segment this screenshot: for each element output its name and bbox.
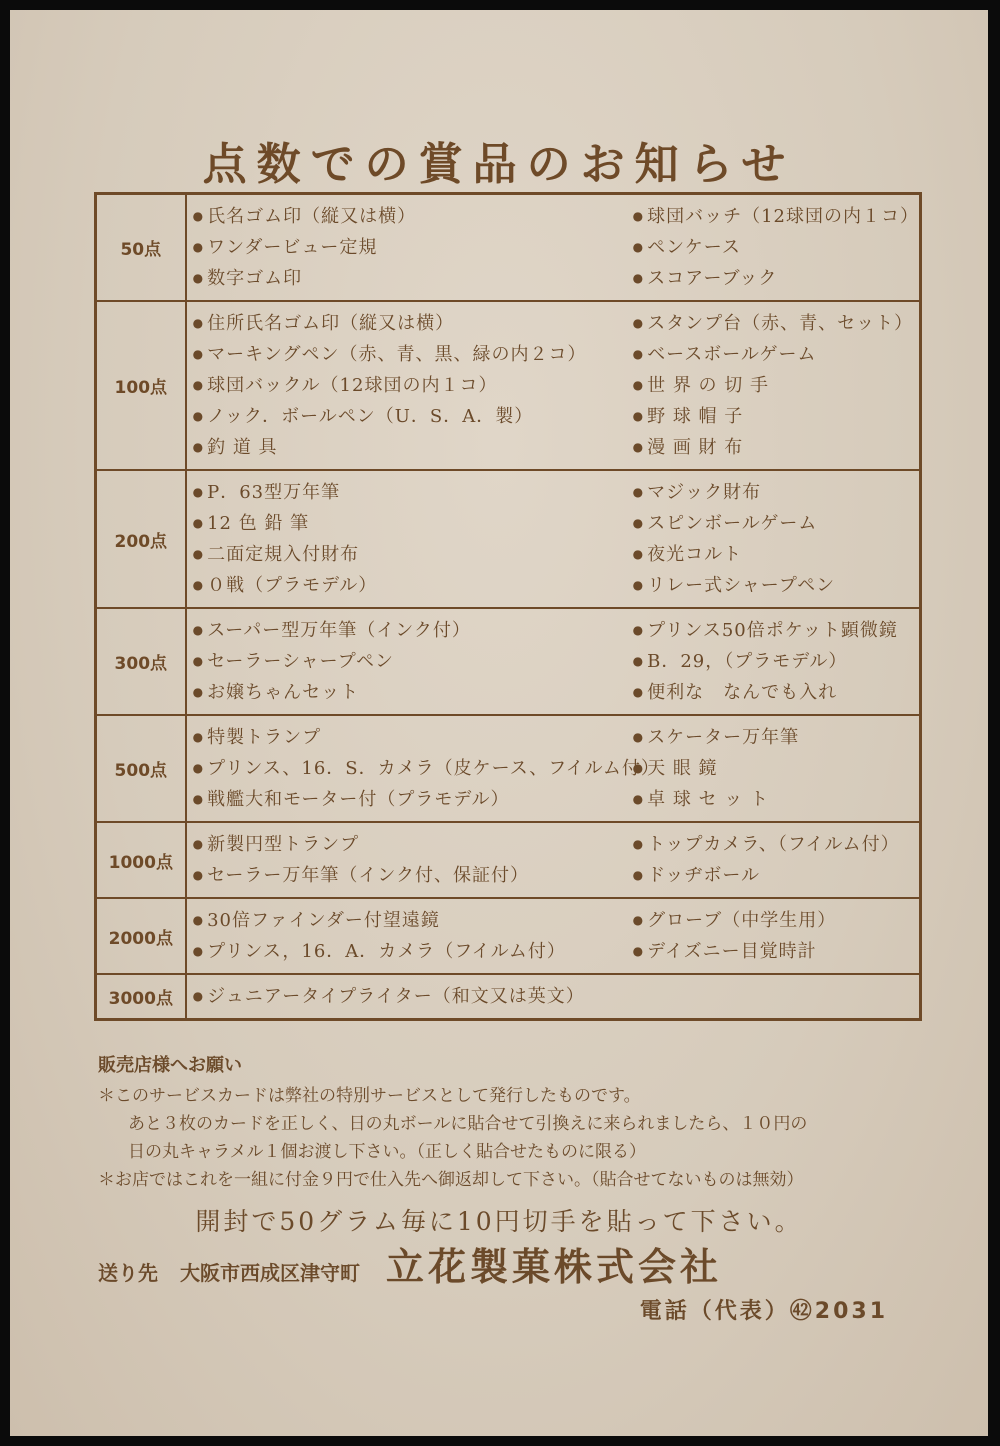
items-column-right <box>633 477 919 601</box>
notice-line: あと３枚のカードを正しく、日の丸ボールに貼合せて引換えに来られましたら、１０円の <box>128 1114 808 1134</box>
tier-points: 300点 <box>96 608 186 715</box>
prize-item: ● 二面定規入付財布 <box>193 539 633 570</box>
prize-table <box>94 192 922 1021</box>
items-column-right <box>633 722 919 815</box>
retailer-notice <box>98 1052 928 1194</box>
prize-tier-row <box>96 608 921 715</box>
prize-item: ● 氏名ゴム印（縦又は横） <box>193 201 633 232</box>
notice-heading: 販売店様へお願い <box>98 1055 242 1076</box>
prize-item: ● デイズニー目覚時計 <box>633 936 919 967</box>
tier-items <box>186 715 921 822</box>
items-column-right <box>633 981 919 1012</box>
items-column-left <box>187 829 633 891</box>
tier-items <box>186 974 921 1020</box>
tier-points: 50点 <box>96 194 186 302</box>
tier-points: 200点 <box>96 470 186 608</box>
items-column-left <box>187 905 633 967</box>
prize-item: ● 漫 画 財 布 <box>633 432 919 463</box>
prize-item: ● 戦艦大和モーター付（プラモデル） <box>193 784 633 815</box>
tier-items <box>186 822 921 898</box>
prize-tier-row <box>96 974 921 1020</box>
prize-item: ● プリンス，16．A．カメラ（フイルム付） <box>193 936 633 967</box>
prize-item: ● ０戦（プラモデル） <box>193 570 633 601</box>
prize-item: ● スーパー型万年筆（インク付） <box>193 615 633 646</box>
prize-item: ● セーラー万年筆（インク付、保証付） <box>193 860 633 891</box>
phone-number: 電話（代表）㊷2031 <box>639 1299 888 1324</box>
prize-item: ● トップカメラ、（フイルム付） <box>633 829 919 860</box>
prize-item: ● プリンス、16．S．カメラ（皮ケース、フイルム付） <box>193 753 633 784</box>
prize-item: ● お嬢ちゃんセット <box>193 677 633 708</box>
tier-items <box>186 194 921 302</box>
tier-points: 500点 <box>96 715 186 822</box>
prize-tier-row <box>96 470 921 608</box>
prize-item: ● プリンス50倍ポケット顕微鏡 <box>633 615 919 646</box>
tier-items <box>186 301 921 470</box>
notice-line: ＊お店ではこれを一組に付金９円で仕入先へ御返却して下さい。（貼合せてないものは無効） <box>98 1170 804 1190</box>
items-column-left <box>187 201 633 294</box>
prize-item: ● ペンケース <box>633 232 919 263</box>
prize-item: ● 釣 道 具 <box>193 432 633 463</box>
items-column-left <box>187 615 633 708</box>
items-column-right <box>633 615 919 708</box>
prize-item: ● 野 球 帽 子 <box>633 401 919 432</box>
tier-points: 100点 <box>96 301 186 470</box>
items-column-right <box>633 905 919 967</box>
prize-item: ● 住所氏名ゴム印（縦又は横） <box>193 308 633 339</box>
items-column-right <box>633 308 919 463</box>
tier-items <box>186 608 921 715</box>
prize-item: ● スタンプ台（赤、青、セット） <box>633 308 919 339</box>
prize-item: ● 天 眼 鏡 <box>633 753 919 784</box>
tier-points: 1000点 <box>96 822 186 898</box>
prize-item: ● ワンダービュー定規 <box>193 232 633 263</box>
tier-points: 2000点 <box>96 898 186 974</box>
sender-label: 送り先 <box>98 1261 158 1285</box>
prize-item: ● ベースボールゲーム <box>633 339 919 370</box>
prize-item: ● 球団バックル（12球団の内１コ） <box>193 370 633 401</box>
page-title: 点数での賞品のお知らせ <box>202 139 796 190</box>
company-name: 立花製菓株式会社 <box>386 1245 723 1289</box>
tier-items <box>186 470 921 608</box>
prize-tier-row <box>96 822 921 898</box>
items-column-left <box>187 477 633 601</box>
prize-item: ● スコアーブック <box>633 263 919 294</box>
prize-item: ● 12 色 鉛 筆 <box>193 508 633 539</box>
prize-tier-row <box>96 194 921 302</box>
sender-address: 大阪市西成区津守町 <box>180 1261 360 1285</box>
prize-item: ● セーラーシャープペン <box>193 646 633 677</box>
prize-item: ● 夜光コルト <box>633 539 919 570</box>
prize-tier-row <box>96 715 921 822</box>
prize-item: ● 新製円型トランプ <box>193 829 633 860</box>
prize-item: ● 30倍ファインダー付望遠鏡 <box>193 905 633 936</box>
sender-block <box>98 1236 918 1291</box>
prize-item: ● 特製トランプ <box>193 722 633 753</box>
prize-item: ● マーキングペン（赤、青、黒、緑の内２コ） <box>193 339 633 370</box>
notice-line: ＊このサービスカードは弊社の特別サービスとして発行したものです。 <box>98 1086 641 1106</box>
prize-item: ● 便利な なんでも入れ <box>633 677 919 708</box>
prize-item: ● グローブ（中学生用） <box>633 905 919 936</box>
items-column-left <box>187 722 660 815</box>
prize-item: ● B．29，（プラモデル） <box>633 646 919 677</box>
prize-tier-row <box>96 898 921 974</box>
prize-item: ● 卓 球 セ ッ ト <box>633 784 919 815</box>
prize-item: ● ジュニアータイプライター（和文又は英文） <box>193 981 633 1012</box>
prize-item: ● 球団バッチ（12球団の内１コ） <box>633 201 919 232</box>
prize-item: ● スピンボールゲーム <box>633 508 919 539</box>
prize-item: ● 数字ゴム印 <box>193 263 633 294</box>
prize-table-body <box>96 194 921 1020</box>
prize-tier-row <box>96 301 921 470</box>
stamp-instruction: 開封で50グラム毎に10円切手を貼って下さい。 <box>195 1207 803 1236</box>
items-column-left <box>187 308 633 463</box>
tier-items <box>186 898 921 974</box>
prize-item: ● リレー式シャープペン <box>633 570 919 601</box>
prize-item: ● マジック財布 <box>633 477 919 508</box>
notice-line: 日の丸キャラメル１個お渡し下さい。（正しく貼合せたものに限る） <box>128 1142 646 1162</box>
items-column-left <box>187 981 633 1012</box>
prize-item: ● ノック．ボールペン（U．S．A．製） <box>193 401 633 432</box>
items-column-right <box>633 829 919 891</box>
items-column-right <box>633 201 919 294</box>
prize-item: ● P．63型万年筆 <box>193 477 633 508</box>
prize-card <box>10 10 988 1436</box>
tier-points: 3000点 <box>96 974 186 1020</box>
prize-item: ● 世 界 の 切 手 <box>633 370 919 401</box>
prize-item: ● スケーター万年筆 <box>633 722 919 753</box>
prize-item: ● ドッヂボール <box>633 860 919 891</box>
